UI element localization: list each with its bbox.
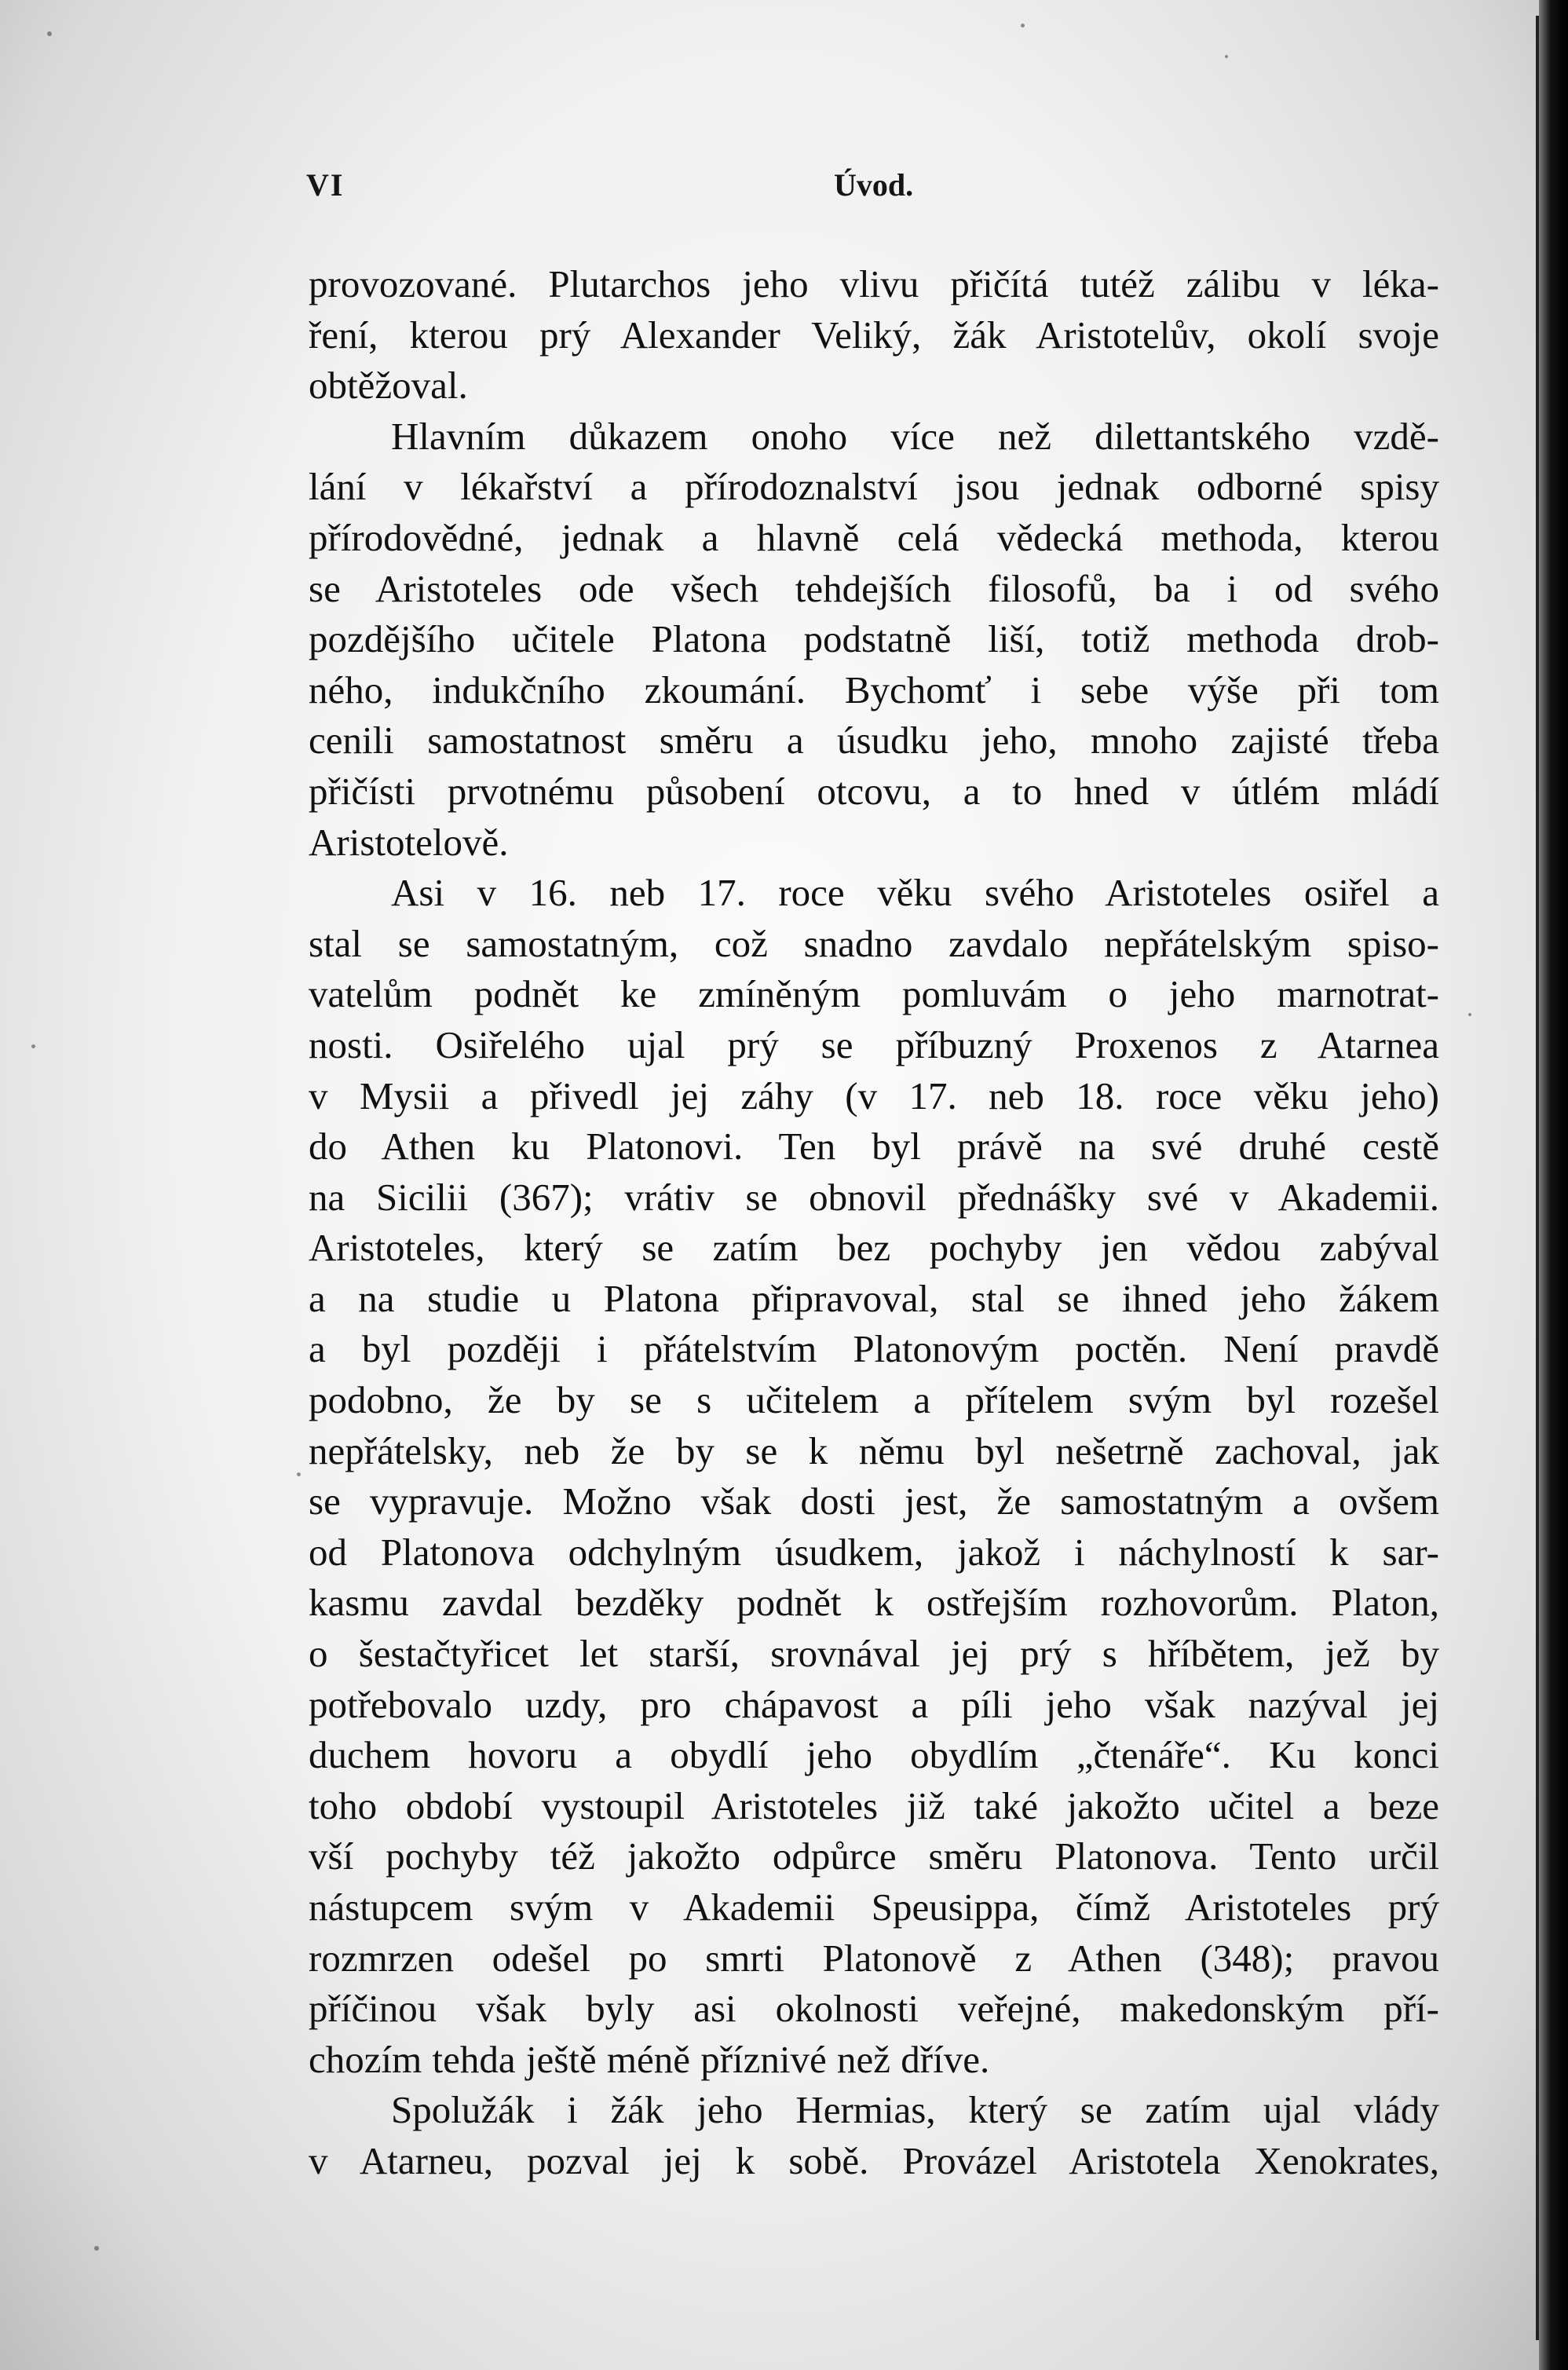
scan-speck — [94, 2246, 99, 2251]
text-line: přičísti prvotnému působení otcovu, a to hned v útlém mládí — [309, 769, 1439, 813]
text-line: nástupcem svým v Akademii Speusippa, čímž Aristoteles prý — [309, 1885, 1439, 1929]
running-head: Úvod. — [834, 167, 914, 203]
text-line: podobno, že by se s učitelem a přítelem svým byl rozešel — [309, 1378, 1439, 1422]
text-line: na Sicilii (367); vrátiv se obnovil přednášky své v Akademii. — [309, 1175, 1439, 1219]
text-line: přírodovědné, jednak a hlavně celá vědecká methoda, kterou — [309, 515, 1439, 559]
paragraph-1 — [309, 259, 1439, 411]
text-line: lání v lékařství a přírodoznalství jsou jednak odborné spisy — [309, 465, 1439, 509]
text-line: do Athen ku Platonovi. Ten byl právě na své druhé cestě — [309, 1125, 1439, 1169]
text-line: a na studie u Platona připravoval, stal se ihned jeho žákem — [309, 1276, 1439, 1320]
text-line: od Platonova odchylným úsudkem, jakož i náchylností k sar- — [309, 1530, 1439, 1574]
text-line: Aristotelově. — [309, 820, 509, 864]
scan-speck — [31, 1044, 35, 1048]
page-header — [306, 166, 1508, 214]
text-line: Aristoteles, který se zatím bez pochyby jen vědou zabýval — [309, 1226, 1439, 1270]
text-line: Spolužák i žák jeho Hermias, který se zatím ujal vlády — [391, 2088, 1439, 2132]
paragraph-3 — [309, 868, 1439, 2085]
text-line: vatelům podnět ke zmíněným pomluvám o jeho marnotrat- — [309, 972, 1439, 1016]
text-line: o šestačtyřicet let starší, srovnával jej prý s hříbětem, jež by — [309, 1632, 1439, 1676]
text-line: ření, kterou prý Alexander Veliký, žák Aristotelův, okolí svoje — [309, 313, 1439, 357]
text-line: rozmrzen odešel po smrti Platonově z Athen (348); pravou — [309, 1936, 1439, 1980]
scan-speck — [1225, 55, 1228, 58]
body-text — [309, 259, 1439, 2187]
text-line: duchem hovoru a obydlí jeho obydlím „čtenáře“. Ku konci — [309, 1733, 1439, 1777]
page-number: VI — [306, 167, 345, 203]
text-line: Asi v 16. neb 17. roce věku svého Aristoteles osiřel a — [391, 871, 1439, 915]
text-line: nepřátelsky, neb že by se k němu byl nešetrně zachoval, jak — [309, 1428, 1439, 1472]
text-line: provozované. Plutarchos jeho vlivu přičítá tutéž zálibu v léka- — [309, 262, 1439, 305]
text-line: se vypravuje. Možno však dosti jest, že samostatným a ovšem — [309, 1479, 1439, 1523]
text-line: potřebovalo uzdy, pro chápavost a píli jeho však nazýval jej — [309, 1682, 1439, 1726]
scan-speck — [1021, 24, 1025, 27]
scan-speck — [1468, 1013, 1471, 1016]
text-line: cenili samostatnost směru a úsudku jeho, mnoho zajisté třeba — [309, 719, 1439, 763]
text-line: příčinou však byly asi okolnosti veřejné, makedonským pří- — [309, 1987, 1439, 2031]
text-line: v Mysii a přivedl jej záhy (v 17. neb 18. roce věku jeho) — [309, 1073, 1439, 1117]
scan-speck — [297, 1472, 301, 1476]
scan-speck — [47, 31, 52, 36]
text-line: nosti. Osiřelého ujal prý se příbuzný Proxenos z Atarnea — [309, 1022, 1439, 1066]
paragraph-4 — [309, 2085, 1439, 2186]
text-line: v Atarneu, pozval jej k sobě. Provázel Aristotela Xenokrates, — [309, 2138, 1439, 2182]
text-line: toho období vystoupil Aristoteles již také jakožto učitel a beze — [309, 1783, 1439, 1827]
text-line: kasmu zavdal bezděky podnět k ostřejším rozhovorům. Platon, — [309, 1581, 1439, 1625]
scan-border — [1539, 0, 1568, 2370]
text-line: obtěžoval. — [309, 364, 468, 408]
text-line: vší pochyby též jakožto odpůrce směru Platonova. Tento určil — [309, 1834, 1439, 1878]
text-line: a byl později i přátelstvím Platonovým poctěn. Není pravdě — [309, 1327, 1439, 1371]
text-line: ného, indukčního zkoumání. Bychomť i sebe výše při tom — [309, 667, 1439, 711]
text-line: stal se samostatným, což snadno zavdalo nepřátelským spiso- — [309, 921, 1439, 965]
text-line: pozdějšího učitele Platona podstatně liší, totiž methoda drob- — [309, 617, 1439, 661]
text-line: Hlavním důkazem onoho více než dilettantského vzdě- — [391, 414, 1439, 458]
text-line: chozím tehda ještě méně příznivé než dříve. — [309, 2037, 990, 2081]
paragraph-2 — [309, 411, 1439, 868]
text-line: se Aristoteles ode všech tehdejších filosofů, ba i od svého — [309, 566, 1439, 610]
